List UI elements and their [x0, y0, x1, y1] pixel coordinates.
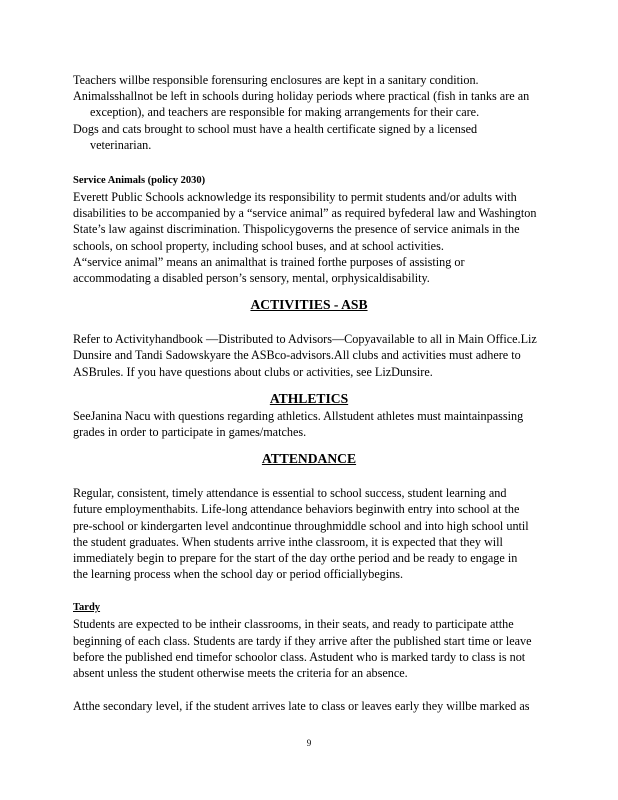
- text-line: beginning of each class. Students are tardy if they arrive after the published start time or leave: [73, 633, 532, 648]
- text-line: Students are expected to be intheir classrooms, in their seats, and ready to participate atthe: [73, 617, 514, 632]
- text-line: disabilities to be accompanied by a “service animal” as required byfederal law and Washington: [73, 206, 537, 221]
- athletics-paragraph: [73, 408, 545, 440]
- text-line: immediately begin to prepare for the start of the day orthe period and be ready to engage in: [73, 551, 518, 566]
- tardy-heading: Tardy: [73, 602, 101, 614]
- text-line: Dogs and cats brought to school must have a health certificate signed by a licensed: [73, 121, 478, 136]
- text-line: A“service animal” means an animalthat is trained forthe purposes of assisting or: [73, 254, 465, 269]
- activities-heading: ACTIVITIES - ASB: [250, 297, 368, 313]
- text-line: Dunsire and Tandi Sadowskyare the ASBco-advisors.All clubs and activities must adhere to: [73, 348, 521, 363]
- text-line: Animalsshallnot be left in schools during holiday periods where practical (fish in tanks are an: [73, 89, 530, 104]
- activities-paragraph: [73, 331, 545, 380]
- text-line: grades in order to participate in games/matches.: [73, 425, 307, 440]
- text-line: accommodating a disabled person’s sensory, mental, orphysicaldisability.: [73, 271, 430, 286]
- service-animals-heading: Service Animals (policy 2030): [73, 175, 206, 187]
- text-line: the student graduates. When students arrive inthe classroom, it is expected that they will: [73, 534, 503, 549]
- text-line: Regular, consistent, timely attendance is essential to school success, student learning and: [73, 486, 507, 501]
- text-line: veterinarian.: [90, 137, 152, 152]
- text-line: SeeJanina Nacu with questions regarding athletics. Allstudent athletes must maintainpassing: [73, 408, 524, 423]
- text-line: Refer to Activityhandbook —Distributed to Advisors—Copyavailable to all in Main Office.Liz: [73, 332, 537, 347]
- secondary-level-paragraph: Atthe secondary level, if the student arrives late to class or leaves early they willbe marked as: [73, 699, 530, 714]
- text-line: Everett Public Schools acknowledge its responsibility to permit students and/or adults with: [73, 190, 517, 205]
- text-line: Teachers willbe responsible forensuring enclosures are kept in a sanitary condition.: [73, 73, 479, 87]
- athletics-heading: ATHLETICS: [269, 390, 349, 406]
- attendance-paragraph: [73, 485, 545, 582]
- text-line: pre-school or kindergarten level andcontinue throughmiddle school and into high school until: [73, 518, 529, 533]
- text-line: the learning process when the school day or period officiallybegins.: [73, 567, 404, 582]
- text-line: future employmenthabits. Life-long attendance behaviors beginwith entry into school at the: [73, 502, 520, 517]
- service-animals-paragraph: [73, 189, 545, 286]
- text-line: before the published end timefor schoolor class. Astudent who is marked tardy to class is not: [73, 649, 526, 664]
- attendance-heading: ATTENDANCE: [261, 451, 357, 467]
- document-page: [73, 72, 545, 714]
- text-line: ASBrules. If you have questions about clubs or activities, see LizDunsire.: [73, 364, 433, 379]
- animals-rules-paragraph: [73, 72, 545, 153]
- text-line: exception), and teachers are responsible for making arrangements for their care.: [90, 105, 480, 120]
- text-line: schools, on school property, including school buses, and at school activities.: [73, 238, 444, 253]
- page-number: 9: [306, 738, 312, 748]
- tardy-paragraph: [73, 616, 545, 681]
- text-line: State’s law against discrimination. Thispolicygoverns the presence of service animals in the: [73, 222, 520, 237]
- text-line: absent unless the student otherwise meets the criteria for an absence.: [73, 666, 408, 681]
